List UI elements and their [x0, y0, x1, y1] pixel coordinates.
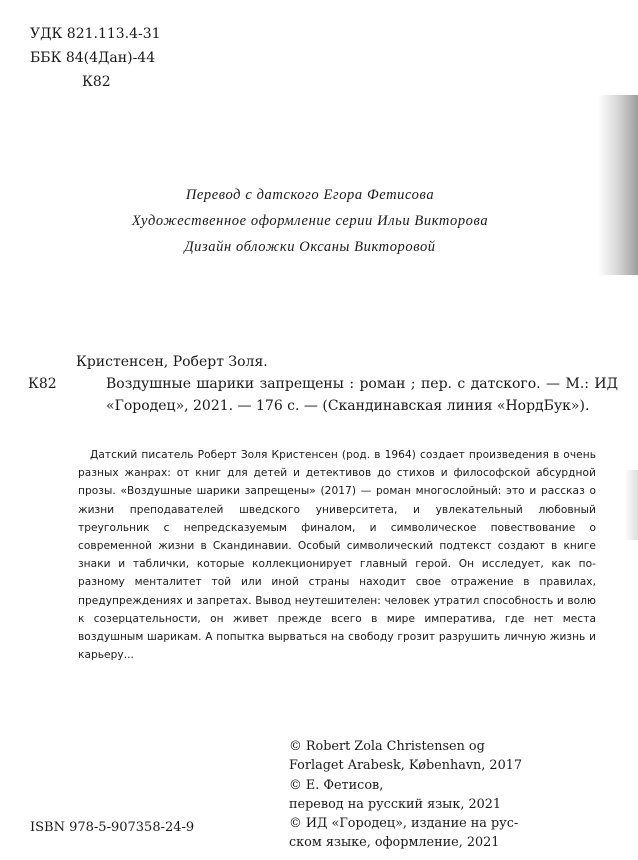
- cover-design-credit: Дизайн обложки Оксаны Викторовой: [184, 239, 436, 255]
- classification-block: [30, 22, 161, 94]
- copyright-line: © ИД «Городец», издание на рус-: [289, 816, 519, 832]
- bibliographic-record: [28, 351, 618, 417]
- record-description: Воздушные шарики запрещены : роман ; пер. с датского. — М.: ИД «Городец», 2021. — 176 с. — (Скандинавская линия «НордБук»).: [106, 376, 618, 414]
- copyright-block: [289, 737, 529, 853]
- page-edge-shadow-lower: [624, 470, 638, 540]
- udk-code: УДК 821.113.4-31: [30, 26, 161, 42]
- credits-block: [90, 182, 530, 260]
- author-mark: К82: [82, 74, 111, 90]
- copyright-line: перевод на русский язык, 2021: [289, 796, 502, 812]
- copyright-line: © Е. Фетисов,: [289, 777, 384, 793]
- series-design-credit: Художественное оформление серии Ильи Викторова: [131, 213, 489, 229]
- page-edge-shadow: [598, 95, 638, 275]
- record-author: Кристенсен, Роберт Золя.: [76, 354, 268, 370]
- bbk-code: ББК 84(4Дан)-44: [30, 50, 156, 66]
- copyright-line: Forlaget Arabesk, København, 2017: [289, 758, 522, 774]
- copyright-line: ском языке, оформление, 2021: [289, 835, 500, 851]
- copyright-line: © Robert Zola Christensen og: [289, 739, 485, 754]
- book-abstract: Датский писатель Роберт Золя Кристенсен (род. в 1964) создает произведения в очень разных жанрах: от книг для детей и детективов до стихов и философской абсурдной прозы. «Воздушные шарики запрещены» (2017) — роман многослойный: это и рассказ о жизни преподавателей шведского университета, и увлекательный любовный треугольник с непредсказуемым финалом, и символическое повествование о современной жизни в Скандинавии. Особый символический подтекст создают в книге знаки и таблички, которые коллекционирует главный герой. Он исследует, как по-разному менталитет той или иной страны находит свое отражение в правилах, предупреждениях и запретах. Вывод неутешителен: человек утратил способность и волю к созерцательности, он живет прежде всего в мире императива, где нет места воздушным шарикам. А попытка вырваться на свободу грозит разрушить личную жизнь и карьеру...: [78, 449, 596, 662]
- translator-credit: Перевод с датского Егора Фетисова: [185, 187, 435, 203]
- record-mark: К82: [28, 376, 57, 392]
- isbn-number: ISBN 978-5-907358-24-9: [30, 820, 195, 835]
- record-entry: [28, 373, 618, 417]
